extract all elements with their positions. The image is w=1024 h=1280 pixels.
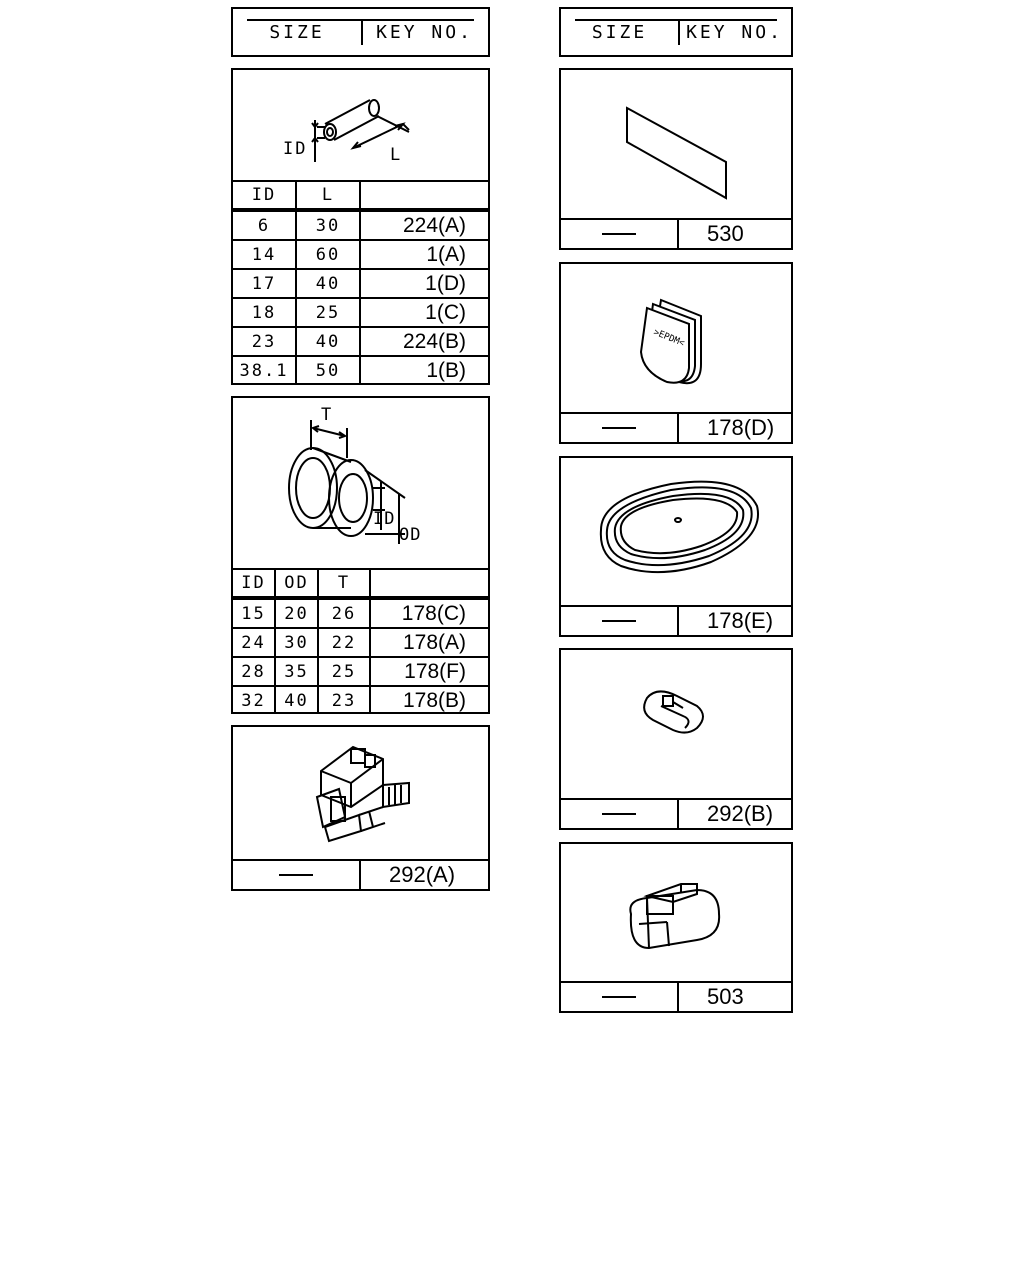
length-cell: 25 bbox=[296, 298, 360, 327]
column-header bbox=[370, 569, 488, 598]
small-clip-illustration bbox=[561, 650, 791, 800]
tube-illustration bbox=[233, 70, 488, 180]
length-dimension-label: L bbox=[390, 145, 401, 165]
key-no-cell: 1(A) bbox=[360, 240, 488, 269]
id-cell: 15 bbox=[233, 598, 275, 628]
block-illustration bbox=[561, 844, 791, 984]
plug-illustration bbox=[561, 264, 791, 414]
label-sheet-panel bbox=[559, 68, 793, 250]
key-no-cell: 178(B) bbox=[370, 686, 488, 714]
small-clip-panel bbox=[559, 648, 793, 830]
size-dash bbox=[561, 607, 679, 635]
table-row bbox=[233, 298, 488, 327]
key-no-cell: 1(B) bbox=[360, 356, 488, 384]
column-header bbox=[360, 181, 488, 210]
id-dimension-label: ID bbox=[283, 139, 308, 159]
small-clip-footer bbox=[561, 798, 791, 828]
oval-grommet-illustration bbox=[561, 458, 791, 608]
key-no-value: 178(D) bbox=[707, 415, 775, 440]
table-header-row bbox=[233, 569, 488, 598]
id-cell: 17 bbox=[233, 269, 296, 298]
id-cell: 24 bbox=[233, 628, 275, 657]
key-no-cell: 224(B) bbox=[360, 327, 488, 356]
length-cell: 60 bbox=[296, 240, 360, 269]
block-footer bbox=[561, 981, 791, 1011]
block-body bbox=[630, 890, 719, 948]
column-header: T bbox=[318, 569, 370, 598]
table-row bbox=[233, 269, 488, 298]
key-no-cell: 178(F) bbox=[370, 657, 488, 686]
table-row bbox=[233, 210, 488, 240]
key-no-value: 178(E) bbox=[707, 608, 774, 633]
size-dash bbox=[561, 800, 679, 828]
tube-size-table bbox=[233, 180, 488, 384]
key-no-cell: 224(A) bbox=[360, 210, 488, 240]
id-cell: 6 bbox=[233, 210, 296, 240]
table-row bbox=[233, 686, 488, 714]
header-left bbox=[231, 7, 490, 57]
key-no-value: 292(A) bbox=[389, 862, 456, 887]
key-no-heading: KEY NO. bbox=[376, 21, 473, 43]
length-cell: 40 bbox=[296, 327, 360, 356]
table-row bbox=[233, 356, 488, 384]
id-cell: 38.1 bbox=[233, 356, 296, 384]
table-header-row bbox=[233, 181, 488, 210]
thickness-dimension-label: T bbox=[321, 405, 332, 425]
od-dimension-label: OD bbox=[399, 525, 422, 545]
od-cell: 35 bbox=[275, 657, 318, 686]
block-panel bbox=[559, 842, 793, 1013]
thickness-cell: 22 bbox=[318, 628, 370, 657]
key-no-value: 503 bbox=[707, 984, 744, 1009]
key-no-value: 292(B) bbox=[707, 801, 774, 826]
plug-marking: >EPDM< bbox=[651, 327, 686, 349]
id-dimension-label: ID bbox=[373, 509, 396, 529]
table-row bbox=[233, 657, 488, 686]
size-dash bbox=[561, 414, 679, 442]
length-cell: 40 bbox=[296, 269, 360, 298]
od-cell: 20 bbox=[275, 598, 318, 628]
key-no-heading: KEY NO. bbox=[686, 21, 783, 43]
size-heading: SIZE bbox=[591, 21, 648, 43]
id-cell: 32 bbox=[233, 686, 275, 714]
od-cell: 30 bbox=[275, 628, 318, 657]
column-header: OD bbox=[275, 569, 318, 598]
column-header: ID bbox=[233, 569, 275, 598]
size-dash bbox=[561, 220, 679, 248]
header-right bbox=[559, 7, 793, 57]
id-cell: 28 bbox=[233, 657, 275, 686]
label-sheet-shape bbox=[627, 108, 726, 198]
size-dash bbox=[233, 861, 361, 889]
id-cell: 23 bbox=[233, 327, 296, 356]
plug-footer bbox=[561, 412, 791, 442]
tube-front-end bbox=[324, 124, 336, 140]
key-no-cell: 1(C) bbox=[360, 298, 488, 327]
thickness-cell: 23 bbox=[318, 686, 370, 714]
grommet-panel bbox=[231, 396, 490, 714]
connector-footer bbox=[233, 859, 488, 889]
column-header: ID bbox=[233, 181, 296, 210]
connector-panel bbox=[231, 725, 490, 891]
thickness-cell: 26 bbox=[318, 598, 370, 628]
length-cell: 30 bbox=[296, 210, 360, 240]
oval-grommet-footer bbox=[561, 605, 791, 635]
table-row bbox=[233, 327, 488, 356]
size-heading: SIZE bbox=[269, 21, 325, 43]
key-no-cell: 1(D) bbox=[360, 269, 488, 298]
key-no-value: 530 bbox=[707, 221, 744, 246]
size-dash bbox=[561, 983, 679, 1011]
label-sheet-illustration bbox=[561, 70, 791, 220]
od-cell: 40 bbox=[275, 686, 318, 714]
id-cell: 18 bbox=[233, 298, 296, 327]
grommet-illustration bbox=[233, 398, 488, 568]
label-sheet-footer bbox=[561, 218, 791, 248]
plug-panel bbox=[559, 262, 793, 444]
table-row bbox=[233, 598, 488, 628]
table-row bbox=[233, 240, 488, 269]
key-no-cell: 178(C) bbox=[370, 598, 488, 628]
connector-illustration bbox=[233, 727, 488, 861]
table-row bbox=[233, 628, 488, 657]
length-cell: 50 bbox=[296, 356, 360, 384]
key-no-cell: 178(A) bbox=[370, 628, 488, 657]
id-cell: 14 bbox=[233, 240, 296, 269]
column-header: L bbox=[296, 181, 360, 210]
tube-panel bbox=[231, 68, 490, 385]
thickness-cell: 25 bbox=[318, 657, 370, 686]
oval-grommet-panel bbox=[559, 456, 793, 637]
grommet-size-table bbox=[233, 568, 488, 714]
